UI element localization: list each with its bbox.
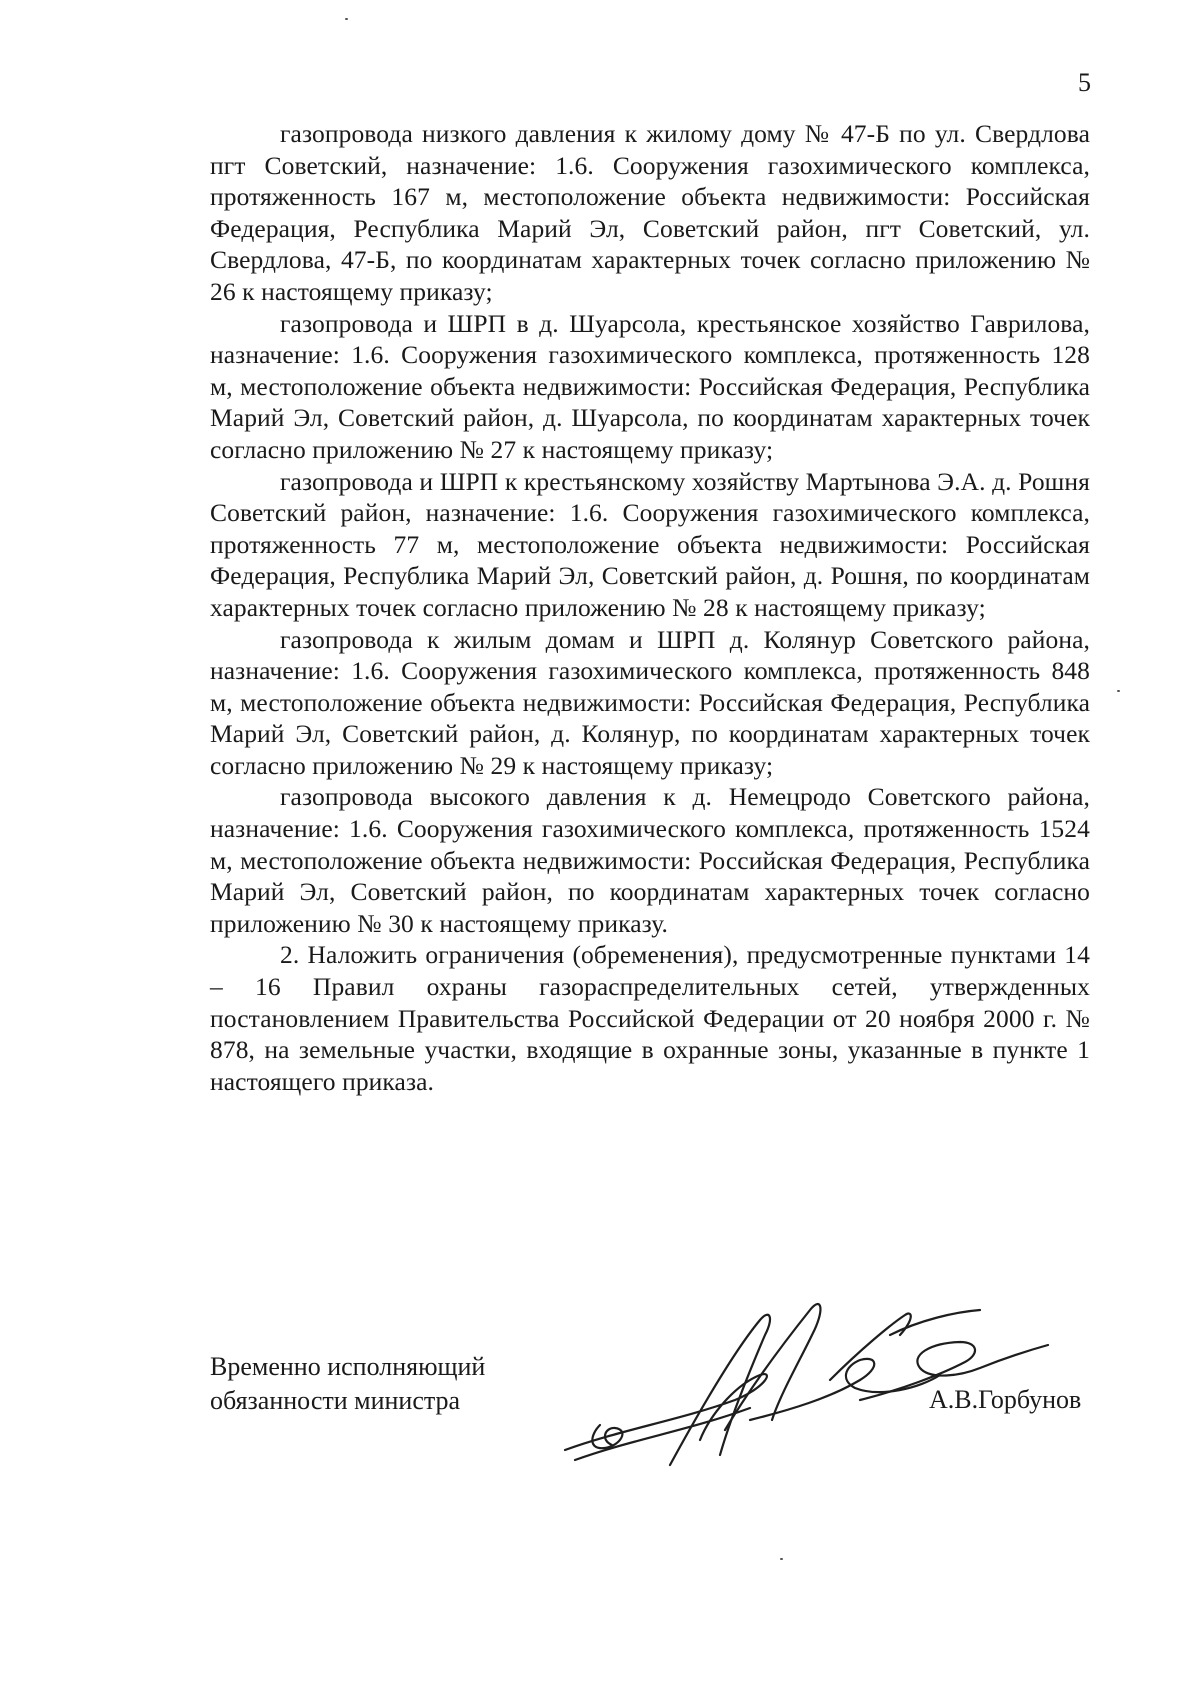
handwritten-signature — [560, 1280, 1050, 1480]
paragraph-gas-pipeline-kolyanur: газопровода к жилым домам и ШРП д. Колянур Советского района, назначение: 1.6. Сооружения газохимического комплекса, протяженность 848 м, местоположение объекта недвижимости: Российская Федерация, Республика Марий Эл, Советский район, д. Колянур, по координатам характерных точек согласно приложению № 29 к настоящему приказу; — [210, 624, 1090, 780]
scan-speck — [1117, 690, 1120, 692]
paragraph-gas-pipeline-shuarsola: газопровода и ШРП в д. Шуарсола, крестьянское хозяйство Гаврилова, назначение: 1.6. Сооружения газохимического комплекса, протяженность 128 м, местоположение объекта недвижимости: Российская Федерация, Республика Марий Эл, Советский район, д. Шуарсола, по координатам характерных точек согласно приложению № 27 к настоящему приказу; — [210, 308, 1090, 464]
paragraph-gas-pipeline-sverdlova: газопровода низкого давления к жилому дому № 47-Б по ул. Свердлова пгт Советский, назначение: 1.6. Сооружения газохимического комплекса, протяженность 167 м, местоположение объекта недвижимости: Российская Федерация, Республика Марий Эл, Советский район, пгт Советский, ул. Свердлова, 47-Б, по координатам характерных точек согласно приложению № 26 к настоящему приказу; — [210, 119, 1090, 306]
signer-title — [210, 1350, 485, 1418]
paragraph-gas-pipeline-roshnya: газопровода и ШРП к крестьянскому хозяйству Мартынова Э.А. д. Рошня Советский район, назначение: 1.6. Сооружения газохимического комплекса, протяженность 77 м, местоположение объекта недвижимости: Российская Федерация, Республика Марий Эл, Советский район, д. Рошня, по координатам характерных точек согласно приложению № 28 к настоящему приказу; — [210, 466, 1090, 622]
page-number: 5 — [1078, 68, 1091, 97]
signer-title-line-1: Временно исполняющий — [210, 1352, 486, 1381]
scan-speck — [780, 1558, 783, 1560]
signer-name: А.В.Горбунов — [929, 1385, 1082, 1414]
paragraph-restrictions: 2. Наложить ограничения (обременения), предусмотренные пунктами 14 – 16 Правил охраны газораспределительных сетей, утвержденных постановлением Правительства Российской Федерации от 20 ноября 2000 г. № 878, на земельные участки, входящие в охранные зоны, указанные в пункте 1 настоящего приказа. — [210, 940, 1090, 1096]
signer-title-line-2: обязанности министра — [210, 1386, 461, 1415]
scan-speck — [345, 18, 348, 20]
paragraph-gas-pipeline-nemetsrodo: газопровода высокого давления к д. Немецродо Советского района, назначение: 1.6. Сооружения газохимического комплекса, протяженность 1524 м, местоположение объекта недвижимости: Российская Федерация, Республика Марий Эл, Советский район, по координатам характерных точек согласно приложению № 30 к настоящему приказу. — [210, 782, 1090, 938]
document-body — [210, 118, 1090, 1097]
